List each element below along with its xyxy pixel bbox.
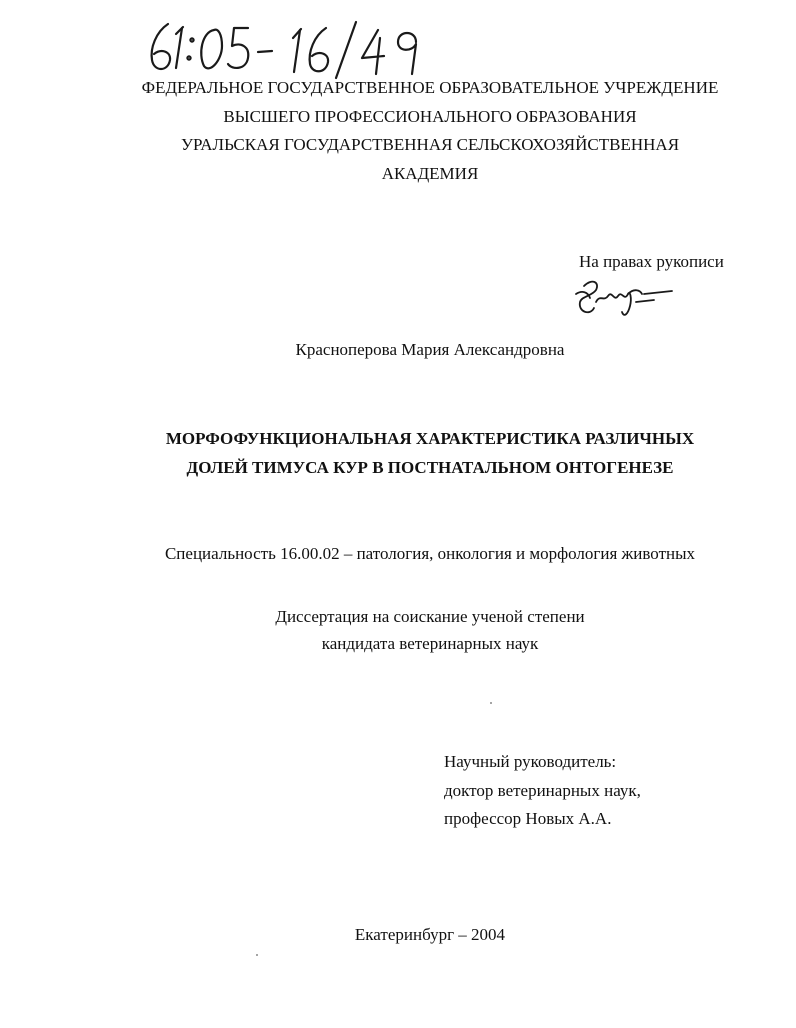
scientific-supervisor	[444, 748, 641, 834]
scan-speck	[256, 954, 258, 956]
thesis-title-line-2: ДОЛЕЙ ТИМУСА КУР В ПОСТНАТАЛЬНОМ ОНТОГЕНЕЗЕ	[186, 458, 674, 477]
institution-line-2: ВЫСШЕГО ПРОФЕССИОНАЛЬНОГО ОБРАЗОВАНИЯ	[223, 106, 637, 126]
supervisor-line-3: профессор Новых А.А.	[444, 809, 612, 828]
city-and-year: Екатеринбург – 2004	[354, 925, 506, 944]
manuscript-rights-note: На правах рукописи	[579, 252, 724, 271]
specialty-line: Специальность 16.00.02 – патология, онкология и морфология животных	[164, 544, 696, 563]
institution-line-1: ФЕДЕРАЛЬНОЕ ГОСУДАРСТВЕННОЕ ОБРАЗОВАТЕЛЬНОЕ УЧРЕЖДЕНИЕ	[141, 78, 719, 97]
signature-drawing	[570, 272, 680, 320]
author-name: Красноперова Мария Александровна	[295, 340, 565, 359]
institution-block	[0, 74, 796, 188]
supervisor-line-1: Научный руководитель:	[444, 752, 617, 771]
thesis-title-line-1: МОРФОФУНКЦИОНАЛЬНАЯ ХАРАКТЕРИСТИКА РАЗЛИЧНЫХ	[165, 429, 695, 448]
handwritten-archive-code	[140, 14, 440, 80]
degree-line-1: Диссертация на соискание ученой степени	[275, 607, 585, 626]
institution-line-3: УРАЛЬСКАЯ ГОСУДАРСТВЕННАЯ СЕЛЬСКОХОЗЯЙСТВЕННАЯ	[180, 135, 680, 154]
handwritten-signature	[570, 272, 680, 320]
degree-statement	[0, 603, 796, 657]
handwritten-archive-code-drawing	[140, 14, 440, 80]
scan-speck	[490, 702, 492, 704]
degree-line-2: кандидата ветеринарных наук	[321, 634, 539, 653]
supervisor-line-2: доктор ветеринарных наук,	[444, 780, 641, 800]
institution-line-4: АКАДЕМИЯ	[381, 163, 479, 183]
thesis-title	[0, 424, 796, 482]
